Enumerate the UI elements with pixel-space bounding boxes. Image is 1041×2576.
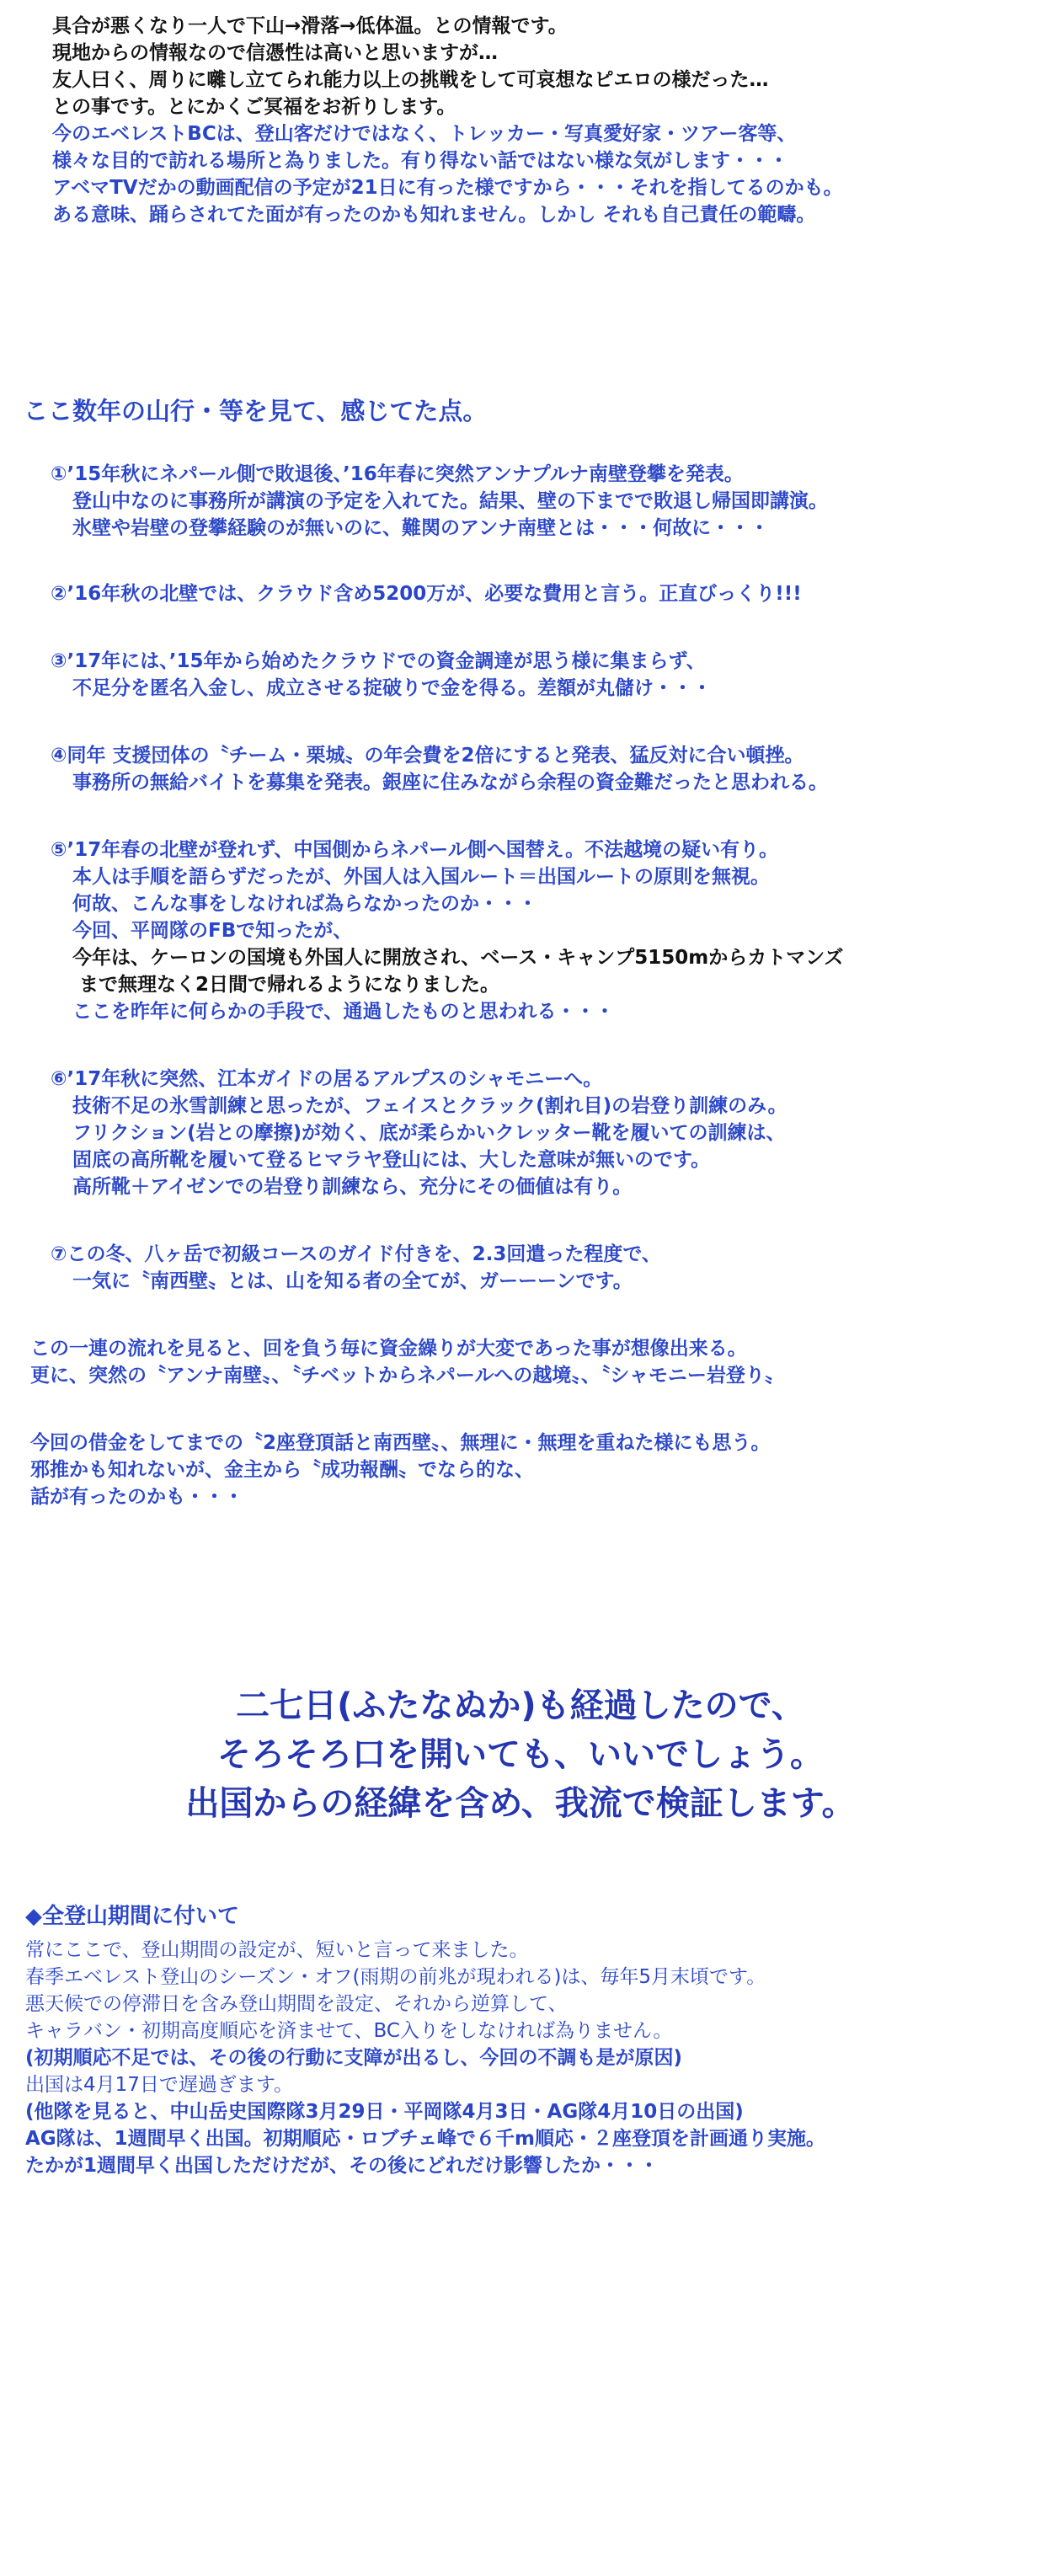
- body-line-bold: (他隊を見ると、中山岳史国際隊3月29日・平岡隊4月3日・AG隊4月10日の出国): [25, 2101, 744, 2123]
- point-line: 固底の高所靴を履いて登るヒマラヤ登山には、大した意味が無いのです。: [72, 1149, 711, 1171]
- headline-line: 出国からの経緯を含め、我流で検証します。: [185, 1784, 856, 1823]
- point-line: 登山中なのに事務所が講演の予定を入れてた。結果、壁の下までで敗退し帰国即講演。: [72, 490, 828, 512]
- point-line: ⑦この冬、八ヶ岳で初級コースのガイド付きを、2.3回遣った程度で、: [51, 1243, 661, 1265]
- point-line: 技術不足の氷雪訓練と思ったが、フェイスとクラック(割れ目)の岩登り訓練のみ。: [72, 1095, 787, 1117]
- intro-line: との事です。とにかくご冥福をお祈りします。: [52, 96, 456, 118]
- point-line: 事務所の無給バイトを募集を発表。銀座に住みながら余程の資金難だったと思われる。: [72, 772, 828, 794]
- point-line: フリクション(岩との摩擦)が効く、底が柔らかいクレッター靴を履いての訓練は、: [72, 1122, 786, 1144]
- summary-line: 更に、突然の〝アンナ南壁〟、〝チベットからネパールへの越境〟、〝シャモニー岩登り〟: [30, 1365, 784, 1387]
- intro-line: 様々な目的で訪れる場所と為りました。有り得ない話ではない様な気がします・・・: [52, 150, 788, 172]
- debt-line: 邪推かも知れないが、金主から〝成功報酬〟でなら的な、: [30, 1459, 534, 1481]
- intro-line: 現地からの情報なので信憑性は高いと思いますが…: [52, 42, 498, 64]
- point-line: 氷壁や岩壁の登攀経験のが無いのに、難関のアンナ南壁とは・・・何故に・・・: [72, 517, 770, 539]
- quoted-line: 今年は、ケーロンの国境も外国人に開放され、ベース・キャンプ5150mからカトマンズ: [72, 947, 844, 969]
- point-line: 本人は手順を語らずだったが、外国人は入国ルート＝出国ルートの原則を無視。: [72, 866, 770, 888]
- point-line: 何故、こんな事をしなければ為らなかったのか・・・: [72, 893, 537, 915]
- body-line: 常にここで、登山期間の設定が、短いと言って来ました。: [25, 1939, 529, 1961]
- section2-heading: [25, 1902, 239, 1931]
- body-line: 春季エベレスト登山のシーズン・オフ(雨期の前兆が現われる)は、毎年5月末頃です。: [25, 1966, 766, 1988]
- intro-line: ある意味、踊らされてた面が有ったのかも知れません。しかし それも自己責任の範疇。: [52, 204, 816, 226]
- headline-line: そろそろ口を開いても、いいでしょう。: [217, 1735, 824, 1774]
- section2-heading-text: 全登山期間に付いて: [42, 1904, 240, 1929]
- point-line: 不足分を匿名入金し、成立させる掟破りで金を得る。差額が丸儲け・・・: [72, 677, 712, 699]
- body-line: キャラバン・初期高度順応を済ませて、BC入りをしなければ為りません。: [25, 2020, 673, 2042]
- point-line: 高所靴＋アイゼンでの岩登り訓練なら、充分にその価値は有り。: [72, 1176, 633, 1198]
- intro-line: アベマTVだかの動画配信の予定が21日に有った様ですから・・・それを指してるのかも。: [52, 177, 843, 199]
- body-line-bold: たかが1週間早く出国しただけだが、その後にどれだけ影響したか・・・: [25, 2155, 659, 2177]
- summary-line: この一連の流れを見ると、回を負う毎に資金繰りが大変であった事が想像出来る。: [30, 1338, 747, 1360]
- intro-line: 今のエベレストBCは、登山客だけではなく、トレッカー・写真愛好家・ツアー客等、: [52, 123, 797, 145]
- point-line: ①’15年秋にネパール側で敗退後、’16年春に突然アンナプルナ南壁登攀を発表。: [51, 463, 744, 485]
- body-line: 出国は4月17日で遅過ぎます。: [25, 2074, 294, 2096]
- debt-line: 話が有ったのかも・・・: [30, 1486, 243, 1508]
- point-line: ②’16年秋の北壁では、クラウド含め5200万が、必要な費用と言う。正直びっくり!!!: [51, 583, 802, 605]
- section-heading: ここ数年の山行・等を見て、感じてた点。: [24, 397, 488, 425]
- point-line: ここを昨年に何らかの手段で、通過したものと思われる・・・: [72, 1001, 615, 1023]
- body-line: 悪天候での停滞日を含み登山期間を設定、それから逆算して、: [25, 1993, 568, 2015]
- headline-line: 二七日(ふたなぬか)も経過したので、: [236, 1686, 805, 1725]
- quoted-line: まで無理なく2日間で帰れるようになりました。: [79, 974, 500, 996]
- intro-line: 友人曰く、周りに囃し立てられ能力以上の挑戦をして可哀想なピエロの様だった…: [52, 69, 769, 91]
- point-line: 一気に〝南西壁〟とは、山を知る者の全てが、ガーーーンです。: [72, 1270, 633, 1292]
- debt-line: 今回の借金をしてまでの〝2座登頂話と南西壁〟、無理に・無理を重ねた様にも思う。: [30, 1432, 771, 1454]
- intro-line: 具合が悪くなり一人で下山→滑落→低体温。との情報です。: [52, 15, 568, 37]
- body-line-bold: AG隊は、1週間早く出国。初期順応・ロブチェ峰で６千m順応・２座登頂を計画通り実施。: [25, 2128, 825, 2150]
- body-line-bold: (初期順応不足では、その後の行動に支障が出るし、今回の不調も是が原因): [25, 2047, 683, 2069]
- point-line: ⑤’17年春の北壁が登れず、中国側からネパール側へ国替え。不法越境の疑い有り。: [51, 839, 779, 861]
- point-line: ④同年 支援団体の〝チーム・栗城〟の年会費を2倍にすると発表、猛反対に合い頓挫。: [51, 745, 804, 767]
- point-line: ③’17年には、’15年から始めたクラウドでの資金調達が思う様に集まらず、: [51, 650, 706, 672]
- diamond-icon: ◆: [25, 1904, 42, 1929]
- point-line: 今回、平岡隊のFBで知ったが、: [72, 920, 353, 942]
- point-line: ⑥’17年秋に突然、江本ガイドの居るアルプスのシャモニーへ。: [51, 1068, 603, 1090]
